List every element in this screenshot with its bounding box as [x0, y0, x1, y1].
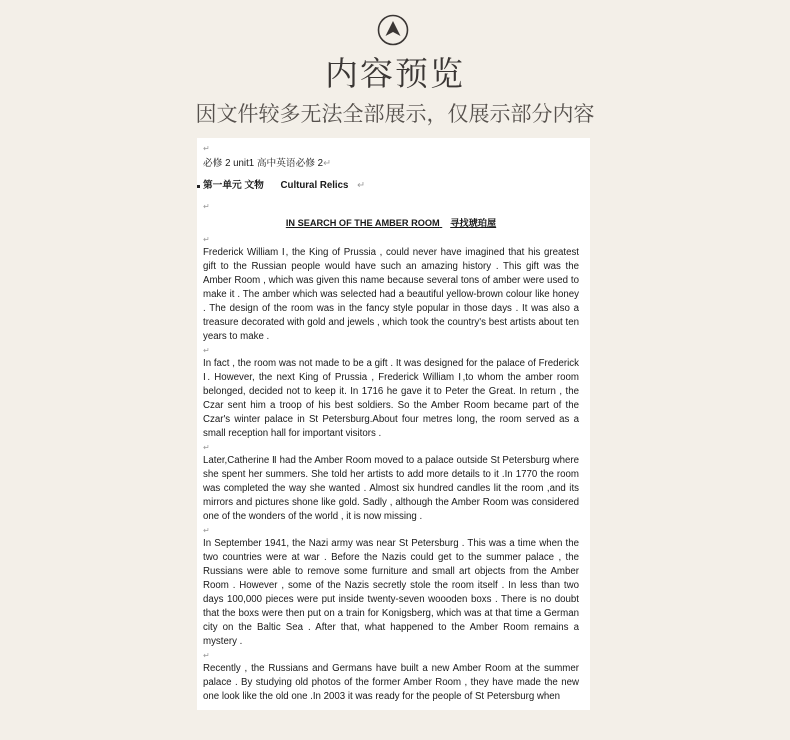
page-title: 内容预览 — [325, 54, 465, 93]
unit-title-en: Cultural Relics — [280, 180, 349, 191]
course-line: 必修 2 unit1 高中英语必修 2↵ — [203, 158, 332, 169]
document-preview — [197, 138, 590, 710]
paragraph: Recently , the Russians and Germans have built a new Amber Room at the summer palace . By studying old photos of the former Amber Room , they have made the new one look like the old one .In 2003 it was ready for the people of St Petersburg when — [203, 663, 579, 702]
article-heading-en: IN SEARCH OF THE AMBER ROOM — [285, 218, 440, 228]
unit-title: 第一单元 文物 Cultural Relics ↵ — [203, 178, 579, 194]
article-heading-cn: 寻找琥珀屋 — [450, 218, 497, 229]
return-mark: ↵ — [203, 144, 210, 153]
return-mark: ↵ — [203, 235, 210, 244]
document-body — [203, 142, 579, 704]
bullet-icon — [197, 185, 200, 188]
page-subtitle: 因文件较多无法全部展示，仅展示部分内容 — [195, 102, 595, 126]
compass-arrow-icon — [377, 14, 409, 46]
return-mark: ↵ — [203, 526, 210, 535]
return-mark: ↵ — [203, 651, 210, 660]
return-mark: ↵ — [203, 346, 210, 355]
return-mark: ↵ — [203, 202, 210, 211]
paragraph: In fact , the room was not made to be a gift . It was designed for the palace of Frederick Ⅰ. However, the next King of Prussia , Frederick William Ⅰ,to whom the amber room belonged, decided not to keep it. In 1716 he gave it to Peter the Great. In return , the Czar sent him a troop of his best soldiers. So the Amber Room became part of the Czar's winter palace in St Petersburg.About four metres long, the room served as a small reception hall for important visitors . — [203, 358, 579, 439]
paragraph: In September 1941, the Nazi army was near St Petersburg . This was a time when the two countries were at war . Before the Nazis could get to the summer palace , the Russians were able to remove some furniture and small art objects from the Amber Room . However , some of the Nazis secretly stole the room itself . In less than two days 100,000 pieces were put inside twenty-seven woooden boxs . There is no doubt that the boxs were then put on a train for Konigsberg, which was at that time a German city on the Baltic Sea . After that, what happened to the Amber Room remains a mystery . — [203, 538, 579, 647]
return-mark: ↵ — [203, 443, 210, 452]
unit-title-cn: 第一单元 文物 — [203, 180, 264, 191]
article-heading — [203, 216, 579, 231]
paragraph: Frederick William Ⅰ, the King of Prussia , could never have imagined that his greatest gift to the Russian people would have such an amazing history . This gift was the Amber Room , which was given this name because several tons of amber were used to make it . The amber which was selected had a beautiful yellow-brown colour like honey . The design of the room was in the fancy style popular in those days . It was also a treasure decorated with gold and jewels , which took the country's best artists about ten years to make . — [203, 247, 579, 342]
paragraph: Later,Catherine Ⅱ had the Amber Room moved to a palace outside St Petersburg where she spent her summers. She told her artists to add more details to it .In 1770 the room was completed the way she wanted . Almost six hundred candles lit the room ,and its mirrors and pictures shone like gold. Sadly , although the Amber Room was considered one of the wonders of the world , it is now missing . — [203, 455, 579, 522]
